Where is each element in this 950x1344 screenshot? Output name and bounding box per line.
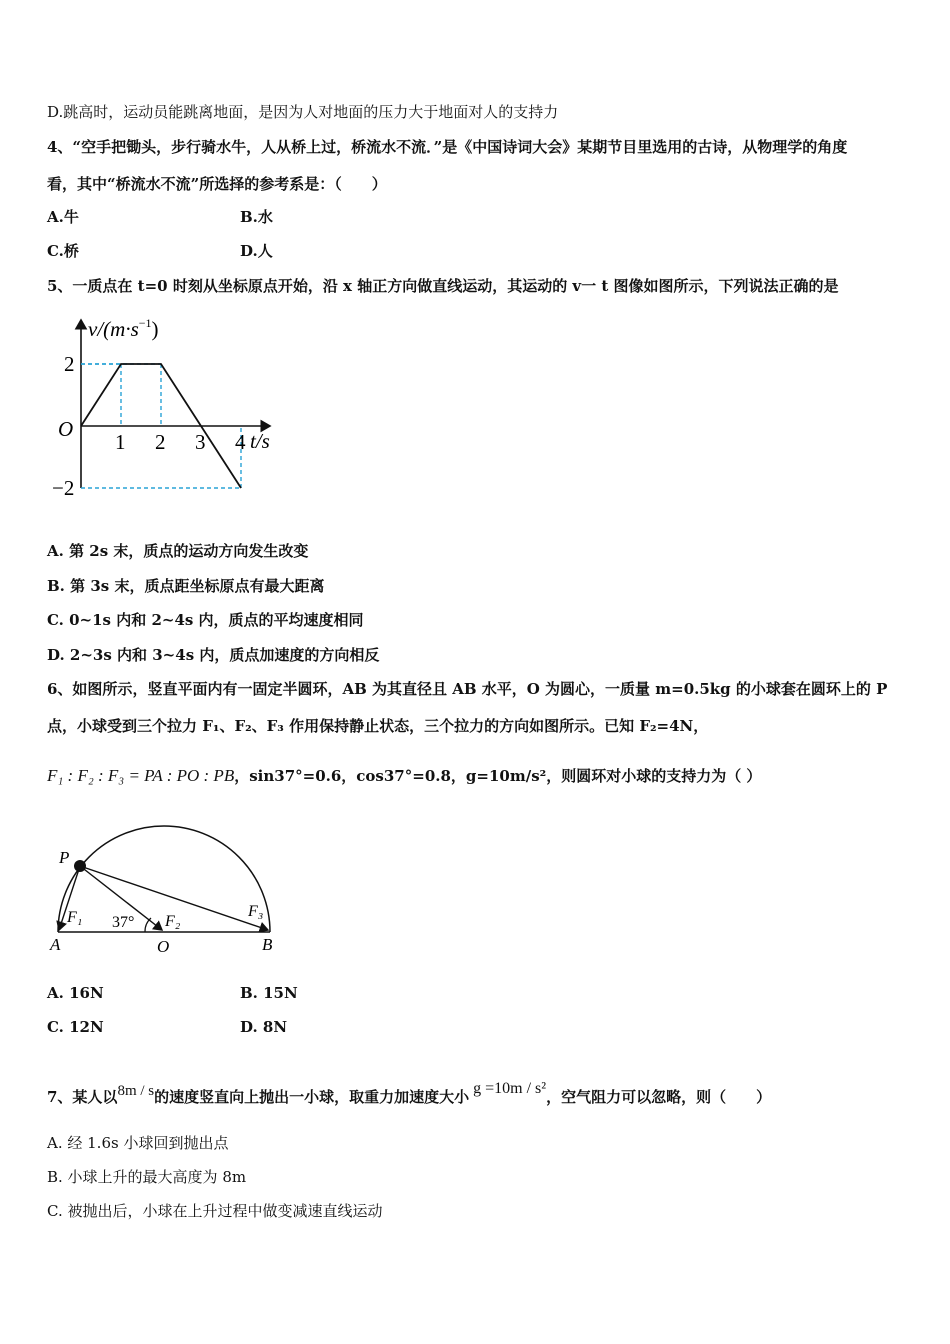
ball-p [74, 860, 86, 872]
vt-graph [48, 310, 288, 510]
q6-stem-line2: 点，小球受到三个拉力 F₁、F₂、F₃ 作用保持静止状态，三个拉力的方向如图所示。已知 F₂=4N， [47, 717, 709, 735]
x-tick-label: 3 [195, 430, 206, 454]
q6-option-a: A. 16N [47, 984, 104, 1002]
q4-stem-line2: 看，其中“桥流水不流”所选择的参考系是：（ ） [47, 175, 387, 193]
q5-option-d: D. 2~3s 内和 3~4s 内，质点加速度的方向相反 [47, 646, 380, 664]
q6-option-d: D. 8N [240, 1018, 288, 1036]
origin-label: O [58, 417, 74, 441]
x-tick-label: 1 [115, 430, 126, 454]
q6-option-c: C. 12N [47, 1018, 104, 1036]
semicircle-figure [48, 818, 288, 963]
q4-option-d: D.人 [240, 242, 273, 260]
q7-stem: 7、某人以8m / s的速度竖直向上抛出一小球，取重力加速度大小 g =10m / s²，空气阻力可以忽略，则（ ） [47, 1080, 772, 1106]
q4-option-a: A.牛 [47, 208, 79, 226]
q7-option-a: A. 经 1.6s 小球回到抛出点 [47, 1134, 229, 1152]
y-axis-label: $v/(m\cdot s^{-1})$ [88, 316, 159, 341]
q5-stem: 5、一质点在 t=0 时刻从坐标原点开始，沿 x 轴正方向做直线运动，其运动的 v一 t 图像如图所示，下列说法正确的是 [47, 277, 839, 295]
q4-option-b: B.水 [240, 208, 273, 226]
q6-stem-line1: 6、如图所示，竖直平面内有一固定半圆环，AB 为其直径且 AB 水平，O 为圆心，一质量 m=0.5kg 的小球套在圆环上的 P [47, 680, 888, 698]
q7-option-b: B. 小球上升的最大高度为 8m [47, 1168, 247, 1186]
q5-option-a: A. 第 2s 末，质点的运动方向发生改变 [47, 542, 309, 560]
label-f2: F₂ [165, 913, 181, 930]
q7-v0: 8m / s [117, 1083, 155, 1099]
q7-g: g =10m / s² [473, 1080, 547, 1097]
label-p: P [59, 848, 70, 867]
q6-ratio-line [47, 766, 761, 786]
q3-option-d: D.跳高时，运动员能跳离地面，是因为人对地面的压力大于地面对人的支持力 [47, 103, 559, 121]
semicircle-ring [58, 826, 270, 932]
q6-stem-line3: ，sin37°=0.6，cos37°=0.8，g=10m/s²，则圆环对小球的支持力为（ ） [234, 767, 762, 785]
q6-ratio-formula: F₁ : F₂ : F₃ = PA : PO : PB [47, 766, 235, 785]
q5-option-b: B. 第 3s 末，质点距坐标原点有最大距离 [47, 577, 325, 595]
label-o: O [157, 937, 170, 956]
q4-stem-line1: 4、“空手把锄头，步行骑水牛，人从桥上过，桥流水不流．”是《中国诗词大会》某期节目里选用的古诗，从物理学的角度 [47, 138, 848, 156]
label-f3: F₃ [248, 903, 264, 920]
x-axis-label: t/s [250, 429, 270, 453]
label-a: A [50, 935, 61, 954]
q6-option-b: B. 15N [240, 984, 298, 1002]
q4-option-c: C.桥 [47, 242, 79, 260]
x-tick-label: 2 [155, 430, 166, 454]
y-tick-label: 2 [64, 352, 75, 376]
label-f1: F₁ [67, 909, 83, 926]
x-tick-label: 4 [235, 430, 246, 454]
label-angle: 37° [112, 914, 135, 931]
label-b: B [262, 935, 273, 954]
y-tick-label: −2 [52, 476, 75, 500]
q7-option-c: C. 被抛出后，小球在上升过程中做变减速直线运动 [47, 1202, 383, 1220]
q5-option-c: C. 0~1s 内和 2~4s 内，质点的平均速度相同 [47, 611, 364, 629]
